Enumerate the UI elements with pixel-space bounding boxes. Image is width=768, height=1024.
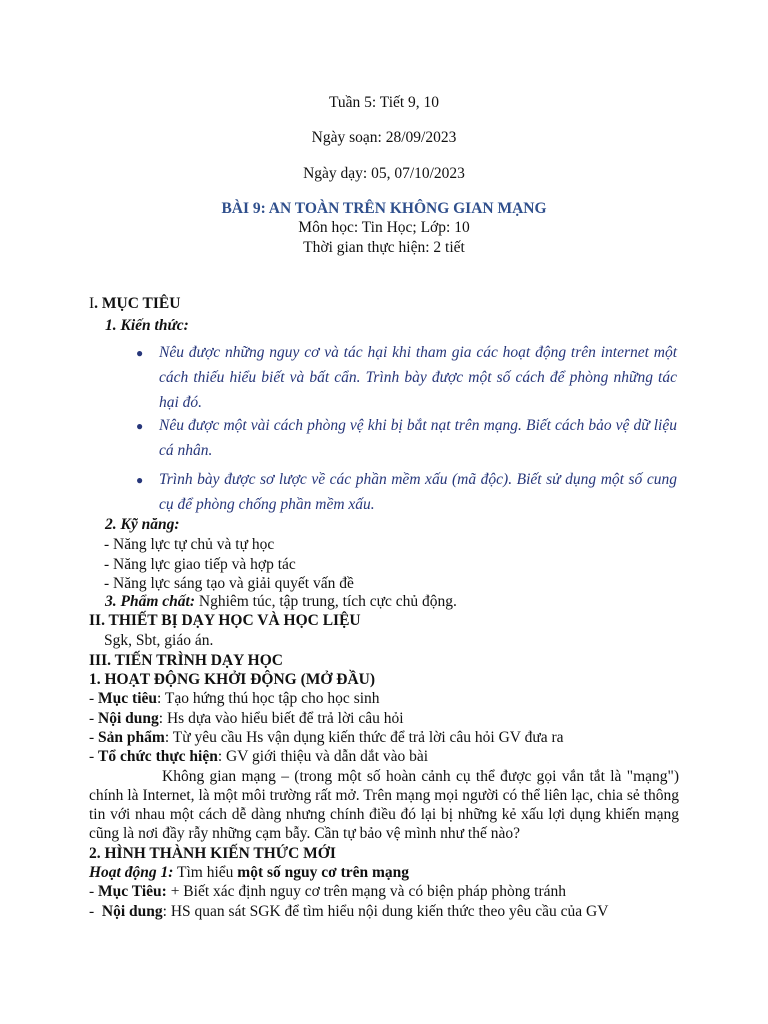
section-3-heading: III. TIẾN TRÌNH DẠY HỌC (89, 652, 283, 669)
bullet-dot-2: ● (136, 419, 144, 433)
hd1-bold: một số nguy cơ trên mạng (237, 864, 410, 881)
activity-2-heading: 2. HÌNH THÀNH KIẾN THỨC MỚI (89, 845, 336, 862)
hd1-plain: Tìm hiểu (173, 864, 238, 881)
a2-goal-line: - Mục Tiêu: + Biết xác định nguy cơ trên mạng và có biện pháp phòng tránh (89, 883, 566, 900)
activity-1-heading: 1. HOẠT ĐỘNG KHỞI ĐỘNG (MỞ ĐẦU) (89, 671, 376, 688)
a1-product-line: - Sản phẩm: Từ yêu cầu Hs vận dụng kiến thức để trả lời câu hỏi GV đưa ra (89, 729, 564, 746)
intro-paragraph: Không gian mạng – (trong một số hoàn cảnh cụ thể được gọi vắn tắt là "mạng") chính là Internet, là một môi trường rất mở. Trên mạng mọi người có thể liên lạc, chia sẻ thông tin với nhau một cách dễ dàng nhưng chính điều đó lại bị những kẻ xấu lợi dụng khiến mạng cũng là nơi đầy rẫy những cạm bẫy. Cần tự bảo vệ mình như thế nào? (89, 768, 679, 842)
lesson-title: BÀI 9: AN TOÀN TRÊN KHÔNG GIAN MẠNG (221, 200, 547, 217)
hd1-line (89, 863, 409, 883)
skill-item-1: - Năng lực tự chủ và tự học (104, 536, 275, 553)
a1-product-label: Sản phẩm (98, 729, 165, 746)
bullet-dot-1: ● (136, 346, 144, 360)
a1-org-text: : GV giới thiệu và dẫn dắt vào bài (217, 748, 429, 765)
a1-content-label: Nội dung (98, 710, 159, 727)
duration-line: Thời gian thực hiện: 2 tiết (303, 239, 465, 256)
knowledge-item-3: Trình bày được sơ lược về các phần mềm xấu (mã độc). Biết sử dụng một số cung cụ để phòng chống phần mềm xấu. (159, 471, 677, 513)
skill-item-3: - Năng lực sáng tạo và giải quyết vấn đề (104, 575, 354, 592)
a2-content-line: - Nội dung: HS quan sát SGK để tìm hiểu nội dung kiến thức theo yêu cầu của GV (89, 903, 609, 920)
a1-goal-text: : Tạo hứng thú học tập cho học sinh (157, 690, 380, 707)
section-2-heading: II. THIẾT BỊ DẠY HỌC VÀ HỌC LIỆU (89, 612, 361, 629)
a2-goal-text: + Biết xác định nguy cơ trên mạng và có biện pháp phòng tránh (166, 883, 566, 900)
a1-content-line: - Nội dung: Hs dựa vào hiểu biết để trả lời câu hỏi (89, 710, 404, 727)
a1-content-text: : Hs dựa vào hiểu biết để trả lời câu hỏi (158, 710, 404, 727)
teach-date: Ngày dạy: 05, 07/10/2023 (303, 165, 465, 182)
quality-heading: 3. Phẩm chất: (105, 593, 195, 610)
a1-product-text: : Từ yêu cầu Hs vận dụng kiến thức để trả lời câu hỏi GV đưa ra (164, 729, 564, 746)
subject-line: Môn học: Tin Học; Lớp: 10 (298, 219, 470, 236)
week-line: Tuần 5: Tiết 9, 10 (328, 94, 440, 111)
a1-goal-label: Mục tiêu (98, 690, 158, 707)
section-2-text: Sgk, Sbt, giáo án. (104, 632, 214, 649)
a2-content-text: : HS quan sát SGK để tìm hiểu nội dung kiến thức theo yêu cầu của GV (162, 903, 609, 920)
skills-heading: 2. Kỹ năng: (105, 516, 180, 533)
prep-date: Ngày soạn: 28/09/2023 (311, 129, 457, 146)
section-1-heading-text: . MỤC TIÊU (94, 295, 181, 312)
section-1-heading (89, 294, 180, 314)
a2-goal-label: Mục Tiêu: (98, 883, 167, 900)
a1-org-line: - Tổ chức thực hiện: GV giới thiệu và dẫn dắt vào bài (89, 748, 429, 765)
knowledge-item-1: Nêu được những nguy cơ và tác hại khi tham gia các hoạt động trên internet một cách thiếu hiểu biết và bất cẩn. Trình bày được một số cách để phòng những tác hại đó. (159, 344, 677, 411)
section-1-roman: I (89, 295, 95, 312)
bullet-dot-3: ● (136, 473, 144, 487)
knowledge-heading: 1. Kiến thức: (105, 317, 189, 334)
a1-goal-line: - Mục tiêu: Tạo hứng thú học tập cho học sinh (89, 690, 380, 707)
hd1-label: Hoạt động 1: (89, 864, 174, 881)
a2-content-label: Nội dung (101, 903, 163, 920)
quality-line (105, 592, 457, 612)
quality-text: Nghiêm túc, tập trung, tích cực chủ động. (195, 593, 457, 610)
skill-item-2: - Năng lực giao tiếp và hợp tác (104, 556, 296, 573)
knowledge-item-2: Nêu được một vài cách phòng vệ khi bị bắt nạt trên mạng. Biết cách bảo vệ dữ liệu cá nhân. (159, 417, 677, 459)
a1-org-label: Tổ chức thực hiện (98, 748, 218, 765)
